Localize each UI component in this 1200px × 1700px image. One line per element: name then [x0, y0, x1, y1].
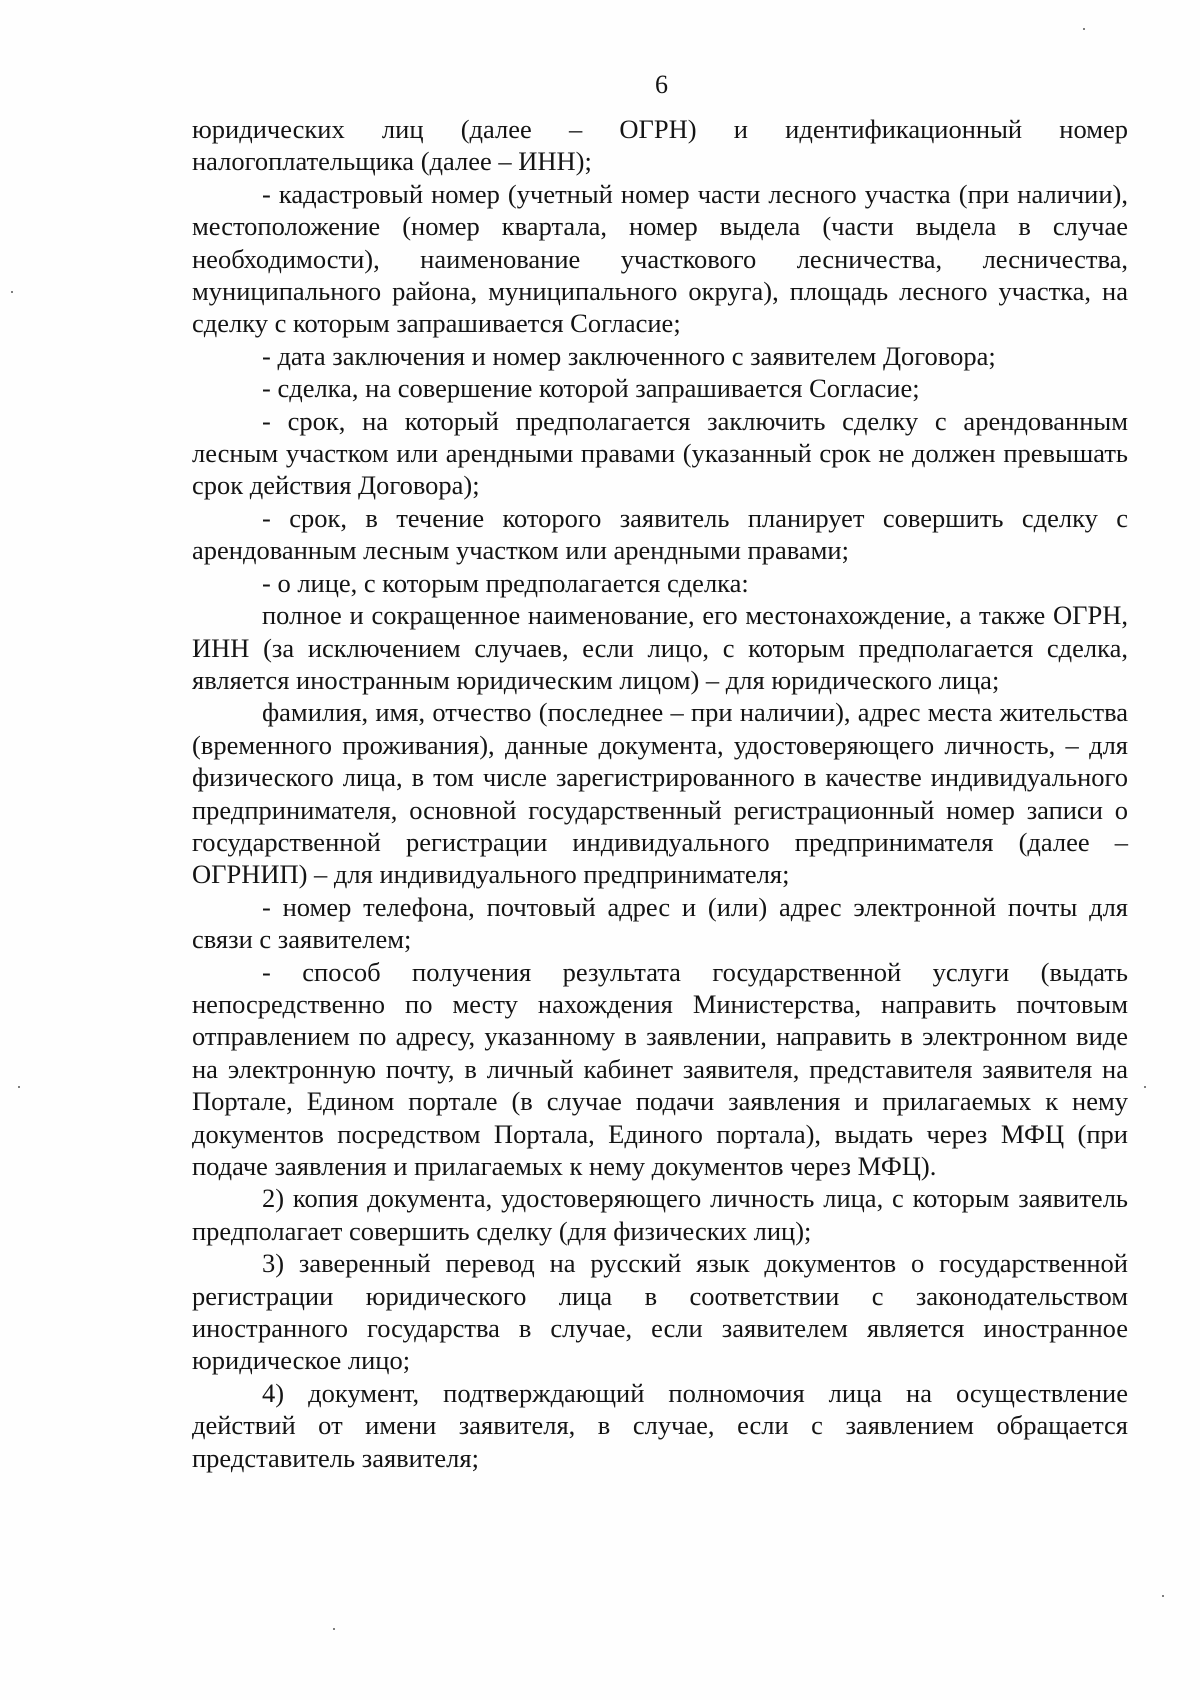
paragraph: фамилия, имя, отчество (последнее – при наличии), адрес места жительства (временного проживания), данные документа, удостоверяющего личность, – для физического лица, в том числе зарегистрированного в качестве индивидуального предпринимателя, основной государственный регистрационный номер записи о государственной регистрации индивидуального предпринимателя (далее – ОГРНИП) – для индивидуального предпринимателя;: [192, 697, 1128, 890]
paragraph: - номер телефона, почтовый адрес и (или) адрес электронной почты для связи с заявителем;: [192, 891, 1128, 955]
paragraph: - о лице, с которым предполагается сделка:: [262, 567, 749, 598]
document-body: [192, 113, 1128, 1474]
paragraph: - срок, в течение которого заявитель планирует совершить сделку с арендованным лесным участком или арендными правами;: [192, 502, 1128, 566]
scan-speck: [11, 291, 13, 293]
paragraph: 3) заверенный перевод на русский язык документов о государственной регистрации юридического лица в соответствии с законодательством иностранного государства в случае, если заявителем является иностранное юридическое лицо;: [192, 1248, 1128, 1376]
paragraph: - кадастровый номер (учетный номер части лесного участка (при наличии), местоположение (номер квартала, номер выдела (части выдела в случае необходимости), наименование участкового лесничества, лесничества, муниципального района, муниципального округа), площадь лесного участка, на сделку с которым запрашивается Согласие;: [192, 178, 1128, 339]
paragraph: - сделка, на совершение которой запрашивается Согласие;: [262, 373, 920, 404]
scan-speck: [1083, 28, 1085, 30]
paragraph: юридических лиц (далее – ОГРН) и идентификационный номер налогоплательщика (далее – ИНН);: [192, 114, 1128, 177]
paragraph: - способ получения результата государственной услуги (выдать непосредственно по месту нахождения Министерства, направить почтовым отправлением по адресу, указанному в заявлении, направить в электронном виде на электронную почту, в личный кабинет заявителя, представителя заявителя на Портале, Едином портале (в случае подачи заявления и прилагаемых к нему документов посредством Портала, Единого портала), выдать через МФЦ (при подаче заявления и прилагаемых к нему документов через МФЦ).: [192, 956, 1128, 1181]
page-number: 6: [655, 70, 668, 99]
scan-speck: [18, 1086, 20, 1088]
paragraph: - дата заключения и номер заключенного с заявителем Договора;: [262, 340, 996, 371]
scan-speck: [333, 1628, 335, 1630]
paragraph: - срок, на который предполагается заключить сделку с арендованным лесным участком или арендными правами (указанный срок не должен превышать срок действия Договора);: [192, 405, 1128, 501]
scan-speck: [1144, 1086, 1146, 1088]
paragraph: 4) документ, подтверждающий полномочия лица на осуществление действий от имени заявителя, в случае, если с заявлением обращается представитель заявителя;: [192, 1377, 1128, 1473]
paragraph: 2) копия документа, удостоверяющего личность лица, с которым заявитель предполагает совершить сделку (для физических лиц);: [192, 1183, 1128, 1246]
paragraph: полное и сокращенное наименование, его местонахождение, а также ОГРН, ИНН (за исключением случаев, если лицо, с которым предполагается сделка, является иностранным юридическим лицом) – для юридического лица;: [192, 600, 1128, 695]
scan-speck: [1162, 1595, 1164, 1597]
